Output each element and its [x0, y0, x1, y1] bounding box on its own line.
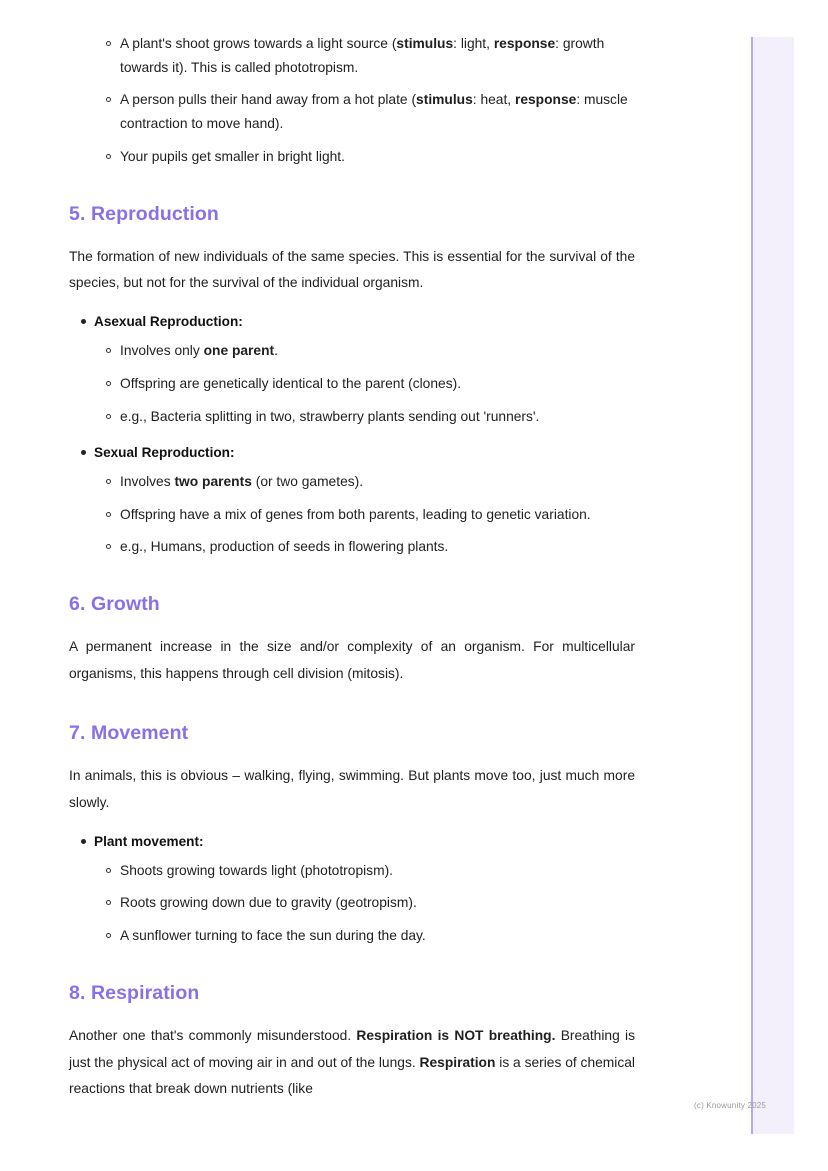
copyright-footer: (c) Knowunity 2025 [694, 1101, 767, 1110]
body-text: Involves [120, 474, 175, 490]
body-text: Offspring are genetically identical to the parent (clones). [120, 375, 462, 391]
bullet-group-label: Sexual Reproduction: [69, 442, 635, 464]
emphasis-text: Respiration [419, 1054, 496, 1070]
section-heading: 7. Movement [69, 721, 189, 744]
body-text: : growth towards it). This is called phototropism. [120, 36, 605, 75]
body-text: Shoots growing towards light (phototropism). [120, 862, 394, 878]
list-item [69, 405, 635, 429]
body-text: A person pulls their hand away from a hot plate ( [120, 92, 417, 108]
page-side-strip [751, 37, 794, 1134]
body-text: is a series of chemical reactions that break down nutrients (like [69, 1054, 635, 1097]
body-text: e.g., Bacteria splitting in two, strawberry plants sending out 'runners'. [120, 408, 540, 424]
body-text: Another one that's commonly misunderstood. [69, 1027, 357, 1043]
body-text: : heat, [472, 92, 515, 108]
list-item [69, 859, 635, 883]
list-item [69, 32, 635, 79]
section-heading: 6. Growth [69, 593, 160, 616]
body-text: A sunflower turning to face the sun during the day. [120, 927, 426, 943]
list-item [69, 372, 635, 396]
body-text: A permanent increase in the size and/or complexity of an organism. For multicellular organisms, this happens through cell division (mitosis). [69, 639, 635, 682]
paragraph [69, 1023, 635, 1104]
bullet-group-label: Plant movement: [69, 831, 635, 853]
section-heading: 5. Reproduction [69, 202, 219, 225]
paragraph [69, 634, 635, 688]
emphasis-text: one parent [203, 343, 275, 359]
list-item [69, 924, 635, 948]
emphasis-text: response [493, 36, 556, 51]
list-item [69, 470, 635, 494]
list-item [69, 891, 635, 915]
body-text: e.g., Humans, production of seeds in flowering plants. [120, 539, 449, 555]
emphasis-text: Respiration is NOT breathing. [356, 1027, 556, 1043]
section-heading: 8. Respiration [69, 981, 200, 1004]
paragraph [69, 763, 635, 817]
body-text: (or two gametes). [251, 474, 364, 490]
bullet-group-label: Asexual Reproduction: [69, 311, 635, 333]
body-text: Roots growing down due to gravity (geotropism). [120, 895, 417, 911]
emphasis-text: response [514, 92, 577, 108]
list-item [69, 503, 635, 527]
paragraph [69, 244, 635, 298]
list-item [69, 339, 635, 363]
list-item [69, 145, 635, 169]
intro-sub-list [69, 32, 635, 169]
body-text: The formation of new individuals of the same species. This is essential for the survival of the species, but not for the survival of the individual organism. [69, 248, 635, 291]
body-text: Offspring have a mix of genes from both parents, leading to genetic variation. [120, 506, 591, 522]
body-text: Breathing is just the physical act of moving air in and out of the lungs. [69, 1027, 635, 1070]
bullet-sub-list [69, 859, 635, 948]
list-item [69, 88, 635, 135]
body-text: . [274, 343, 278, 359]
bullet-sub-list [69, 470, 635, 559]
body-text: Involves only [120, 343, 204, 359]
bullet-sub-list [69, 339, 635, 428]
sections-root [69, 203, 635, 1104]
body-text: : muscle contraction to move hand). [120, 92, 628, 132]
emphasis-text: stimulus [416, 92, 473, 108]
list-item [69, 535, 635, 559]
body-text: A plant's shoot grows towards a light source ( [120, 36, 397, 51]
emphasis-text: stimulus [396, 36, 454, 51]
emphasis-text: two parents [174, 474, 252, 490]
body-text: In animals, this is obvious – walking, flying, swimming. But plants move too, just much more slowly. [69, 767, 635, 810]
document-content [69, 32, 635, 1109]
body-text: Your pupils get smaller in bright light. [120, 148, 345, 164]
body-text: : light, [453, 36, 494, 51]
